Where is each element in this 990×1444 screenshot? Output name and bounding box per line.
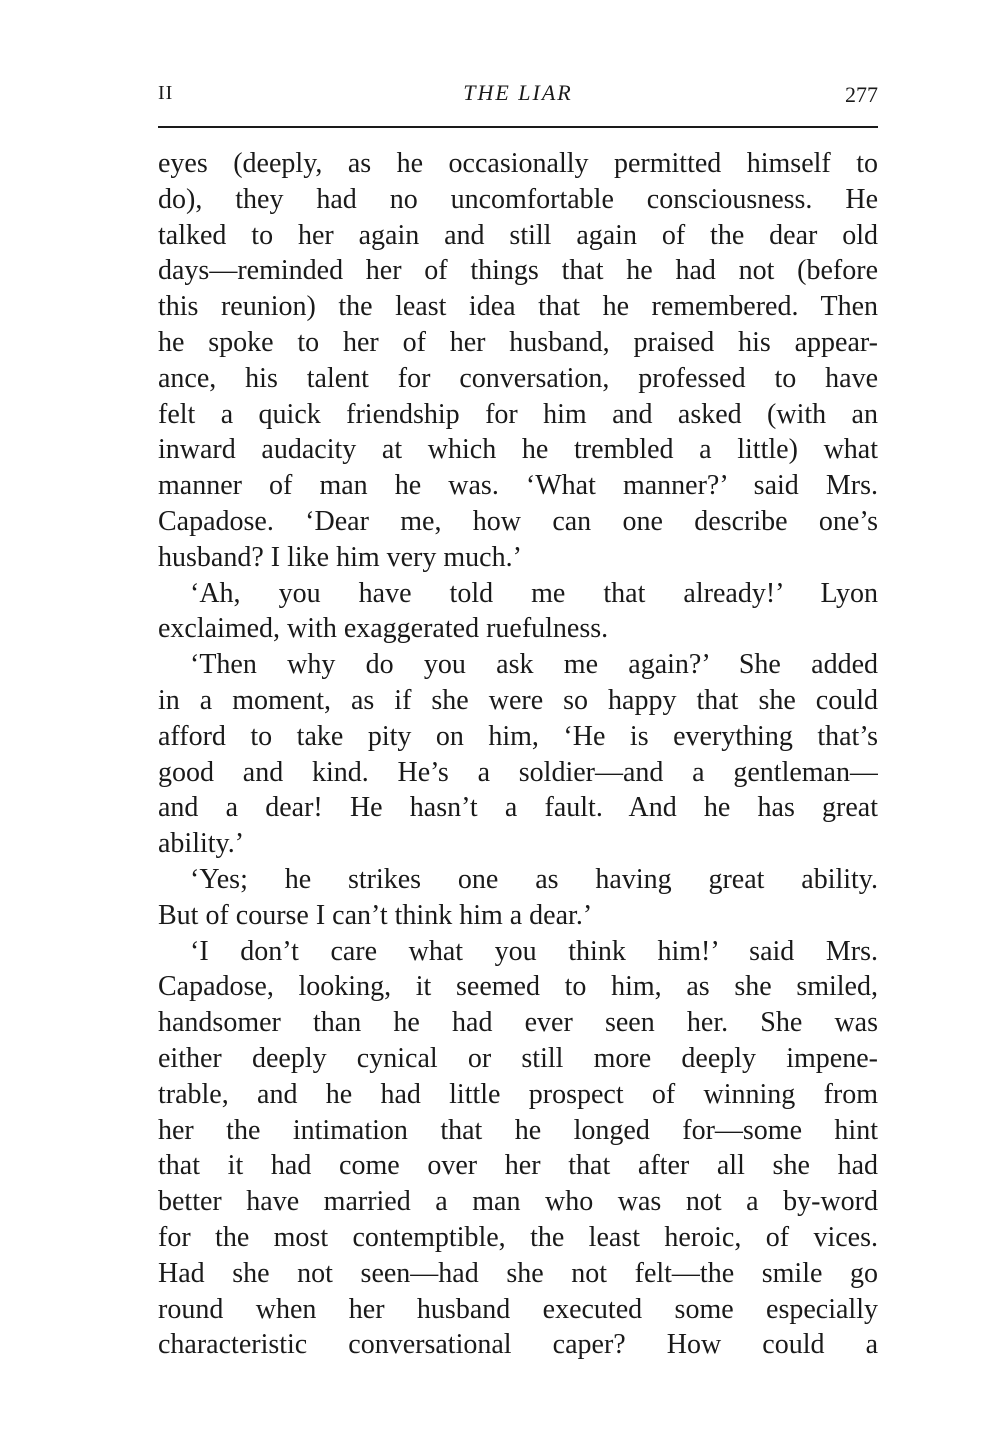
text-line: better have married a man who was not a by-word <box>158 1186 878 1218</box>
text-line: Capadose, looking, it seemed to him, as she smiled, <box>158 971 878 1003</box>
text-line: for the most contemptible, the least heroic, of vices. <box>158 1221 878 1253</box>
text-line: either deeply cynical or still more deeply impene- <box>158 1042 878 1074</box>
text-line: Capadose. ‘Dear me, how can one describe one’s <box>158 505 878 537</box>
text-line: trable, and he had little prospect of winning from <box>158 1078 878 1110</box>
text-line: do), they had no uncomfortable consciousness. He <box>158 183 878 215</box>
text-line: husband? I like him very much.’ <box>158 541 522 573</box>
text-line: afford to take pity on him, ‘He is everything that’s <box>158 720 878 752</box>
text-line: round when her husband executed some especially <box>158 1293 878 1325</box>
text-line: Had she not seen—had she not felt—the smile go <box>158 1257 878 1289</box>
text-line: ‘Yes; he strikes one as having great ability. <box>190 863 878 895</box>
text-line: in a moment, as if she were so happy that she could <box>158 684 878 716</box>
body-text <box>158 146 878 1363</box>
running-head <box>158 76 878 116</box>
text-line: eyes (deeply, as he occasionally permitted himself to <box>158 148 878 179</box>
header-rule <box>158 126 878 128</box>
text-line: ability.’ <box>158 828 245 860</box>
text-line: talked to her again and still again of the dear old <box>158 219 878 251</box>
text-line: days—reminded her of things that he had not (before <box>158 255 878 287</box>
text-line: ‘I don’t care what you think him!’ said Mrs. <box>190 935 878 967</box>
running-title: THE LIAR <box>463 80 573 105</box>
page-number: 277 <box>845 82 878 107</box>
text-line: But of course I can’t think him a dear.’ <box>158 899 593 931</box>
text-line: exclaimed, with exaggerated ruefulness. <box>158 613 609 645</box>
text-line: ance, his talent for conversation, professed to have <box>158 362 878 394</box>
text-line: characteristic conversational caper? How could a <box>158 1329 878 1361</box>
text-line: her the intimation that he longed for—some hint <box>158 1114 878 1146</box>
text-line: that it had come over her that after all she had <box>158 1150 878 1182</box>
text-line: handsomer than he had ever seen her. She was <box>158 1007 878 1039</box>
text-line: ‘Then why do you ask me again?’ She added <box>190 649 878 681</box>
text-line: felt a quick friendship for him and asked (with an <box>158 398 878 430</box>
text-line: inward audacity at which he trembled a little) what <box>158 434 878 466</box>
text-line: and a dear! He hasn’t a fault. And he has great <box>158 792 878 824</box>
section-number: II <box>158 82 174 104</box>
text-line: he spoke to her of her husband, praised his appear- <box>158 326 878 358</box>
text-line: manner of man he was. ‘What manner?’ said Mrs. <box>158 470 878 502</box>
text-line: ‘Ah, you have told me that already!’ Lyon <box>190 577 878 609</box>
text-line: this reunion) the least idea that he remembered. Then <box>158 291 878 323</box>
text-line: good and kind. He’s a soldier—and a gentleman— <box>158 756 878 788</box>
